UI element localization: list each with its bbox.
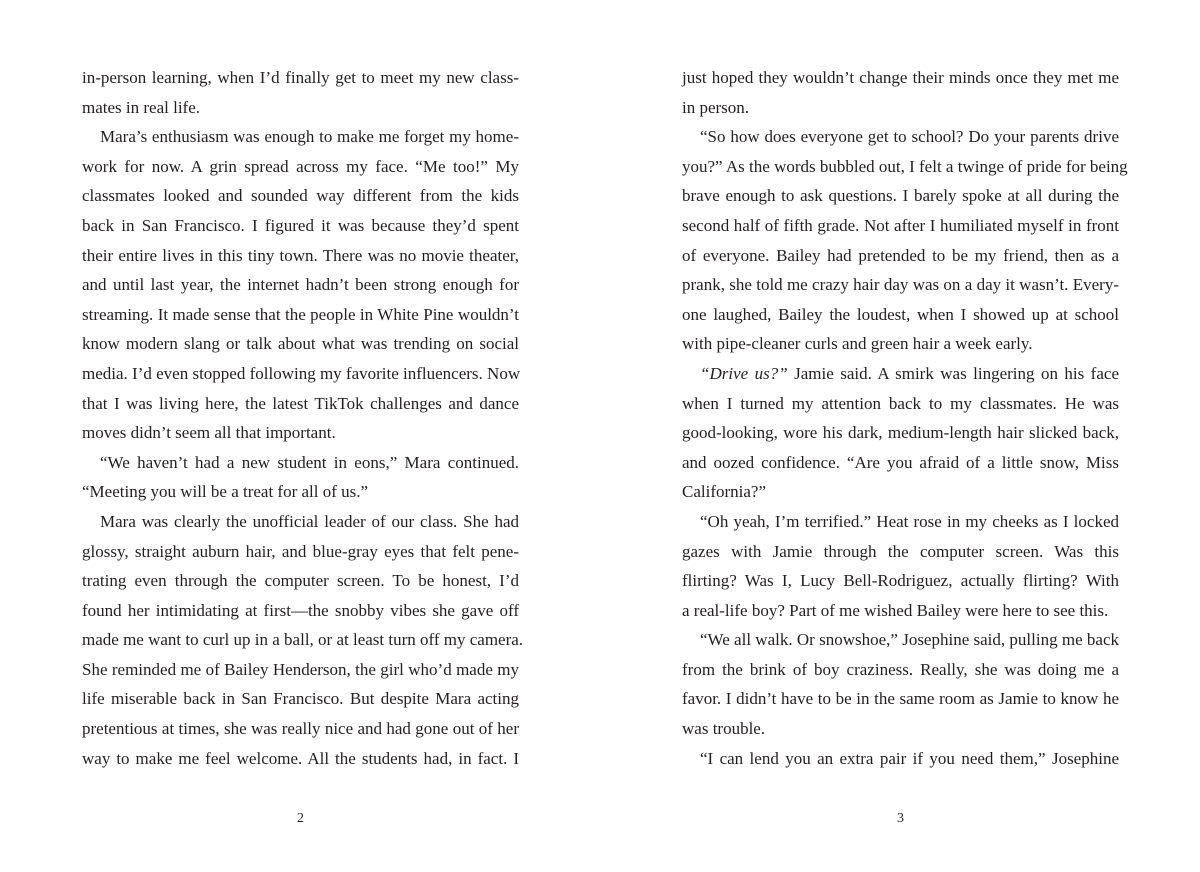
left-page-text — [82, 63, 524, 773]
text-line: was trouble. — [682, 719, 766, 739]
text-line: their entire lives in this tiny town. There was no movie theater, — [82, 245, 519, 265]
text-line: of everyone. Bailey had pretended to be my friend, then as a — [682, 245, 1119, 265]
text-line: in-person learning, when I’d finally get to meet my new class- — [82, 68, 519, 87]
text-line — [682, 359, 1119, 389]
text-line: She reminded me of Bailey Henderson, the girl who’d made my — [82, 659, 519, 679]
page-number-right: 3 — [897, 811, 904, 826]
text-line: just hoped they wouldn’t change their minds once they met me — [682, 68, 1119, 87]
text-line: glossy, straight auburn hair, and blue-gray eyes that felt pene- — [82, 541, 519, 561]
text-line: Mara’s enthusiasm was enough to make me forget my home- — [100, 127, 519, 147]
text-line: gazes with Jamie through the computer screen. Was this — [682, 541, 1119, 561]
text-line: pretentious at times, she was really nice and had gone out of her — [82, 719, 519, 739]
text-line: “We all walk. Or snowshoe,” Josephine said, pulling me back — [700, 630, 1119, 650]
text-line: back in San Francisco. I figured it was because they’d spent — [82, 215, 519, 235]
italic-text: “Drive us?” — [700, 363, 788, 383]
text-line: life miserable back in San Francisco. But despite Mara acting — [82, 689, 519, 709]
text-line: classmates looked and sounded way different from the kids — [82, 186, 519, 206]
text-line: favor. I didn’t have to be in the same room as Jamie to know he — [682, 689, 1119, 709]
text-line: a real-life boy? Part of me wished Bailey were here to see this. — [682, 600, 1109, 620]
text-line: in person. — [682, 97, 750, 117]
text-line: with pipe-cleaner curls and green hair a week early. — [682, 334, 1033, 354]
text-line: and until last year, the internet hadn’t been strong enough for — [82, 275, 519, 295]
left-page — [82, 63, 524, 826]
text-line: prank, she told me crazy hair day was on a day it wasn’t. Every- — [682, 275, 1119, 295]
text-line: “We haven’t had a new student in eons,” Mara continued. — [100, 452, 519, 472]
text-line: know modern slang or talk about what was trending on social — [82, 334, 519, 354]
text-line: “So how does everyone get to school? Do your parents drive — [700, 127, 1119, 147]
text-line: way to make me feel welcome. All the students had, in fact. I — [82, 748, 519, 768]
text-line: second half of fifth grade. Not after I humiliated myself in front — [682, 215, 1119, 235]
text-line: “Meeting you will be a treat for all of us.” — [82, 482, 369, 502]
page-number-left: 2 — [297, 811, 304, 826]
text-line: media. I’d even stopped following my favorite influencers. Now — [82, 363, 521, 383]
text-line: made me want to curl up in a ball, or at least turn off my camera. — [82, 630, 524, 650]
text-line: streaming. It made sense that the people in White Pine wouldn’t — [82, 304, 519, 324]
text-line: good-looking, wore his dark, medium-length hair slicked back, — [682, 423, 1119, 443]
text-line: found her intimidating at first—the snobby vibes she gave off — [82, 600, 519, 620]
text-line: from the brink of boy craziness. Really, she was doing me a — [682, 659, 1119, 679]
text-line: Mara was clearly the unofficial leader of our class. She had — [100, 511, 519, 531]
text-line: when I turned my attention back to my classmates. He was — [682, 393, 1119, 413]
text-line: California?” — [682, 482, 767, 502]
text-line: “I can lend you an extra pair if you need them,” Josephine — [700, 748, 1119, 768]
text-line: moves didn’t seem all that important. — [82, 423, 336, 443]
text-line: brave enough to ask questions. I barely spoke at all during the — [682, 186, 1119, 206]
text-line: you?” As the words bubbled out, I felt a twinge of pride for being — [682, 156, 1128, 176]
right-page — [682, 63, 1128, 826]
text-line: and oozed confidence. “Are you afraid of a little snow, Miss — [682, 452, 1119, 472]
text-line: that I was living here, the latest TikTok challenges and dance — [82, 393, 519, 413]
text-line: work for now. A grin spread across my face. “Me too!” My — [82, 156, 519, 176]
text-line: “Oh yeah, I’m terrified.” Heat rose in my cheeks as I locked — [700, 511, 1119, 531]
text-line: mates in real life. — [82, 97, 201, 117]
text-line: trating even through the computer screen. To be honest, I’d — [82, 571, 519, 591]
text-line: flirting? Was I, Lucy Bell-Rodriguez, actually flirting? With — [682, 571, 1119, 591]
right-page-text — [682, 63, 1128, 773]
line-text: Jamie said. A smirk was lingering on his face — [787, 363, 1119, 383]
text-line: one laughed, Bailey the loudest, when I showed up at school — [682, 304, 1119, 324]
